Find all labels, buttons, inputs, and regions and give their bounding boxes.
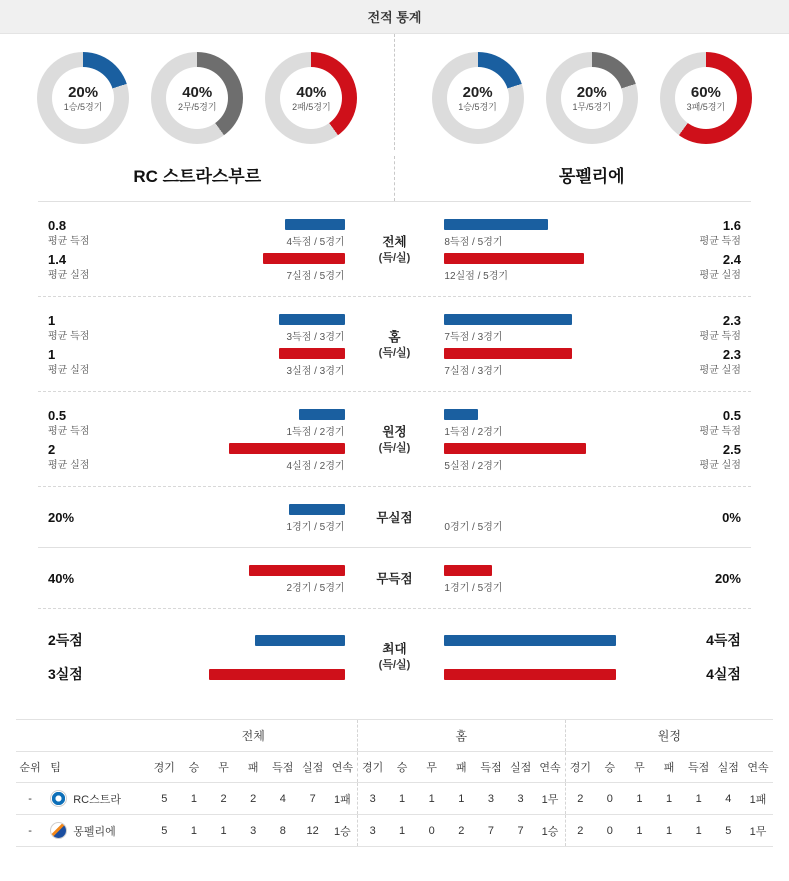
cell-away-경기: 2 xyxy=(565,783,595,815)
stat-center-label: 전체 (득/실) xyxy=(378,235,411,265)
donut-percent: 20% xyxy=(462,83,493,101)
cell-overall-연속: 1패 xyxy=(328,783,358,815)
standings-group-row xyxy=(16,720,773,752)
cell-home-무: 0 xyxy=(417,815,447,847)
donut-ring xyxy=(660,52,752,144)
team-name: RC스트라 xyxy=(73,793,121,806)
donut-text xyxy=(687,84,726,113)
stat-row xyxy=(38,311,751,360)
header-away-무: 무 xyxy=(625,752,655,783)
group-header-home: 홈 xyxy=(358,720,566,752)
donut-2 xyxy=(263,52,359,144)
header-away-패: 패 xyxy=(654,752,684,783)
stat-right xyxy=(444,562,751,596)
header-home-득점: 득점 xyxy=(476,752,506,783)
stat-right xyxy=(444,440,751,474)
page-title: 전적 통계 xyxy=(0,0,789,34)
standings-body xyxy=(16,783,773,847)
donut-percent: 20% xyxy=(68,83,99,101)
cell-away-무: 1 xyxy=(625,815,655,847)
donut-percent: 40% xyxy=(296,83,327,101)
cell-away-득점: 1 xyxy=(684,815,714,847)
standings-table xyxy=(16,719,773,847)
stat-left xyxy=(38,311,345,345)
stat-right-value: 1.6 평균 득점 xyxy=(699,218,741,247)
donut-sub: 3패/5경기 xyxy=(686,101,726,112)
stat-center-label: 무득점 xyxy=(376,571,413,586)
cell-away-연속: 1무 xyxy=(743,815,773,847)
stat-right-value: 0% xyxy=(722,509,741,525)
stat-right-bar: 7실점 / 3경기 xyxy=(444,345,659,379)
stat-left-bar: 3실점 / 3경기 xyxy=(130,345,345,379)
stat-group-0 xyxy=(38,202,751,297)
cell-away-실점: 5 xyxy=(713,815,743,847)
donut-ring xyxy=(151,52,243,144)
cell-away-승: 0 xyxy=(595,815,625,847)
stat-left xyxy=(38,216,345,250)
header-overall-득점: 득점 xyxy=(268,752,298,783)
donut-3 xyxy=(430,52,526,144)
cell-overall-승: 1 xyxy=(179,783,209,815)
row-rank: - xyxy=(16,815,44,847)
standings-head xyxy=(16,720,773,783)
header-home-패: 패 xyxy=(447,752,477,783)
donut-0 xyxy=(35,52,131,144)
header-away-승: 승 xyxy=(595,752,625,783)
center-divider xyxy=(394,34,395,150)
cell-home-승: 1 xyxy=(387,783,417,815)
away-team-name: 몽펠리에 xyxy=(558,167,625,186)
home-team-name: RC 스트라스부르 xyxy=(133,167,262,186)
stat-group-3 xyxy=(38,487,751,548)
donut-sub: 1무/5경기 xyxy=(572,101,612,112)
stat-center-label: 최대 (득/실) xyxy=(378,642,411,672)
cell-overall-득점: 4 xyxy=(268,783,298,815)
donut-5 xyxy=(658,52,754,144)
cell-overall-패: 2 xyxy=(238,783,268,815)
group-header-away: 원정 xyxy=(565,720,773,752)
stat-right-bar: 5실점 / 2경기 xyxy=(444,440,659,474)
team-crest-icon xyxy=(50,822,67,839)
stat-right-bar xyxy=(444,623,659,657)
stat-right-bar: 8득점 / 5경기 xyxy=(444,216,659,250)
cell-home-경기: 3 xyxy=(358,783,388,815)
cell-overall-무: 1 xyxy=(209,815,239,847)
stat-right xyxy=(444,406,751,440)
cell-home-실점: 7 xyxy=(506,815,536,847)
cell-overall-패: 3 xyxy=(238,815,268,847)
stat-left xyxy=(38,250,345,284)
donut-group-home xyxy=(0,52,395,144)
stat-left-bar xyxy=(130,657,345,691)
stat-left-bar: 1경기 / 5경기 xyxy=(130,501,345,535)
donut-sub: 2무/5경기 xyxy=(177,101,217,112)
header-overall-무: 무 xyxy=(209,752,239,783)
donut-sub: 1승/5경기 xyxy=(458,101,497,112)
donut-sub: 1승/5경기 xyxy=(63,101,103,112)
stat-center-label: 원정 (득/실) xyxy=(378,425,411,455)
cell-overall-무: 2 xyxy=(209,783,239,815)
stat-right-value: 2.3 평균 득점 xyxy=(699,313,741,342)
spacer-team xyxy=(44,720,149,752)
cell-home-경기: 3 xyxy=(358,815,388,847)
header-away-경기: 경기 xyxy=(565,752,595,783)
cell-away-득점: 1 xyxy=(684,783,714,815)
stat-left-value: 2득점 xyxy=(48,632,83,648)
stat-right xyxy=(444,250,751,284)
cell-away-승: 0 xyxy=(595,783,625,815)
stat-group-4 xyxy=(38,548,751,609)
header-overall-연속: 연속 xyxy=(328,752,358,783)
cell-away-실점: 4 xyxy=(713,783,743,815)
spacer-rank xyxy=(16,720,44,752)
donut-percent: 60% xyxy=(690,83,721,101)
stat-right-value: 4득점 xyxy=(706,632,741,648)
stat-left-bar: 1득점 / 2경기 xyxy=(130,406,345,440)
cell-overall-실점: 7 xyxy=(298,783,328,815)
stat-right xyxy=(444,623,751,657)
stat-right-bar xyxy=(444,657,659,691)
donut-percent: 40% xyxy=(182,83,213,101)
cell-away-연속: 1패 xyxy=(743,783,773,815)
cell-home-연속: 1승 xyxy=(535,815,565,847)
header-team: 팀 xyxy=(44,752,149,783)
cell-home-연속: 1무 xyxy=(535,783,565,815)
cell-home-패: 2 xyxy=(447,815,477,847)
donut-ring xyxy=(265,52,357,144)
donut-ring xyxy=(432,52,524,144)
stats-comparison xyxy=(38,201,751,703)
stat-left-value: 20% xyxy=(48,509,75,525)
header-away-득점: 득점 xyxy=(684,752,714,783)
stat-right-bar: 12실점 / 5경기 xyxy=(444,250,659,284)
stat-right-bar: 1경기 / 5경기 xyxy=(444,562,659,596)
stat-right xyxy=(444,501,751,535)
cell-home-득점: 3 xyxy=(476,783,506,815)
header-overall-패: 패 xyxy=(238,752,268,783)
stat-left xyxy=(38,623,345,657)
cell-away-경기: 2 xyxy=(565,815,595,847)
header-overall-경기: 경기 xyxy=(149,752,179,783)
stat-right-bar: 0경기 / 5경기 xyxy=(444,521,503,533)
header-away-연속: 연속 xyxy=(743,752,773,783)
stat-group-5 xyxy=(38,609,751,703)
header-away-실점: 실점 xyxy=(713,752,743,783)
donut-sub: 2패/5경기 xyxy=(292,101,331,112)
donut-group-away xyxy=(395,52,789,144)
cell-home-패: 1 xyxy=(447,783,477,815)
table-row[interactable] xyxy=(16,815,773,847)
stat-right xyxy=(444,345,751,379)
cell-away-패: 1 xyxy=(654,783,684,815)
cell-overall-득점: 8 xyxy=(268,815,298,847)
stat-right-value: 4실점 xyxy=(706,666,741,682)
donut-ring xyxy=(546,52,638,144)
row-team[interactable] xyxy=(44,783,149,815)
center-divider-2 xyxy=(394,156,395,201)
header-overall-승: 승 xyxy=(179,752,209,783)
header-home-무: 무 xyxy=(417,752,447,783)
stat-right xyxy=(444,657,751,691)
cell-overall-실점: 12 xyxy=(298,815,328,847)
stat-left xyxy=(38,345,345,379)
donut-text xyxy=(178,84,217,113)
stat-left-bar: 4실점 / 2경기 xyxy=(130,440,345,474)
header-home-실점: 실점 xyxy=(506,752,536,783)
team-names xyxy=(0,156,789,201)
stat-left-value: 40% xyxy=(48,570,75,586)
stat-row xyxy=(38,623,751,672)
stat-left-value: 1.4 평균 실점 xyxy=(48,252,90,281)
stat-left xyxy=(38,657,345,691)
stat-right-value: 2.4 평균 실점 xyxy=(699,252,741,281)
donut-percent: 20% xyxy=(576,83,607,101)
stat-row xyxy=(38,501,751,535)
cell-overall-연속: 1승 xyxy=(328,815,358,847)
stat-left-value: 0.5 평균 득점 xyxy=(48,408,90,437)
stat-row xyxy=(38,562,751,596)
stat-left xyxy=(38,501,345,535)
cell-home-승: 1 xyxy=(387,815,417,847)
cell-away-무: 1 xyxy=(625,783,655,815)
stat-left-bar: 7실점 / 5경기 xyxy=(130,250,345,284)
donut-section xyxy=(0,34,789,150)
stat-left xyxy=(38,406,345,440)
stat-left-value: 2 평균 실점 xyxy=(48,442,90,471)
cell-home-실점: 3 xyxy=(506,783,536,815)
stat-left-bar: 2경기 / 5경기 xyxy=(130,562,345,596)
team-name: 몽펠리에 xyxy=(73,825,116,838)
stat-left xyxy=(38,562,345,596)
header-rank: 순위 xyxy=(16,752,44,783)
stat-right-value: 2.3 평균 실점 xyxy=(699,347,741,376)
donut-text xyxy=(292,84,331,113)
donut-4 xyxy=(544,52,640,144)
stat-group-1 xyxy=(38,297,751,392)
donut-text xyxy=(572,84,611,113)
stat-row xyxy=(38,216,751,265)
group-header-overall: 전체 xyxy=(149,720,357,752)
stat-right-bar: 7득점 / 3경기 xyxy=(444,311,659,345)
donut-text xyxy=(64,84,103,113)
header-home-연속: 연속 xyxy=(535,752,565,783)
header-home-승: 승 xyxy=(387,752,417,783)
header-home-경기: 경기 xyxy=(358,752,388,783)
row-rank: - xyxy=(16,783,44,815)
stat-left-bar: 3득점 / 3경기 xyxy=(130,311,345,345)
stat-center-label: 무실점 xyxy=(376,510,413,525)
stat-right-value: 20% xyxy=(714,570,741,586)
cell-overall-승: 1 xyxy=(179,815,209,847)
stat-left-bar xyxy=(130,623,345,657)
stat-right-value: 2.5 평균 실점 xyxy=(699,442,741,471)
stat-right xyxy=(444,311,751,345)
cell-away-패: 1 xyxy=(654,815,684,847)
cell-overall-경기: 5 xyxy=(149,815,179,847)
header-overall-실점: 실점 xyxy=(298,752,328,783)
standings-column-row xyxy=(16,752,773,783)
team-crest-icon xyxy=(50,790,67,807)
row-team[interactable] xyxy=(44,815,149,847)
stat-center-label: 홈 (득/실) xyxy=(378,330,411,360)
stat-left-value: 1 평균 실점 xyxy=(48,347,90,376)
cell-home-무: 1 xyxy=(417,783,447,815)
stat-right xyxy=(444,216,751,250)
stat-row xyxy=(38,406,751,455)
cell-home-득점: 7 xyxy=(476,815,506,847)
stat-left xyxy=(38,440,345,474)
stat-left-value: 3실점 xyxy=(48,666,83,682)
donut-1 xyxy=(149,52,245,144)
stat-left-value: 1 평균 득점 xyxy=(48,313,90,342)
stat-right-value: 0.5 평균 득점 xyxy=(699,408,741,437)
cell-overall-경기: 5 xyxy=(149,783,179,815)
stat-left-value: 0.8 평균 득점 xyxy=(48,218,90,247)
stat-left-bar: 4득점 / 5경기 xyxy=(130,216,345,250)
standings-wrap xyxy=(16,719,773,847)
table-row[interactable] xyxy=(16,783,773,815)
stat-group-2 xyxy=(38,392,751,487)
stat-right-bar: 1득점 / 2경기 xyxy=(444,406,659,440)
donut-ring xyxy=(37,52,129,144)
donut-text xyxy=(458,84,497,113)
